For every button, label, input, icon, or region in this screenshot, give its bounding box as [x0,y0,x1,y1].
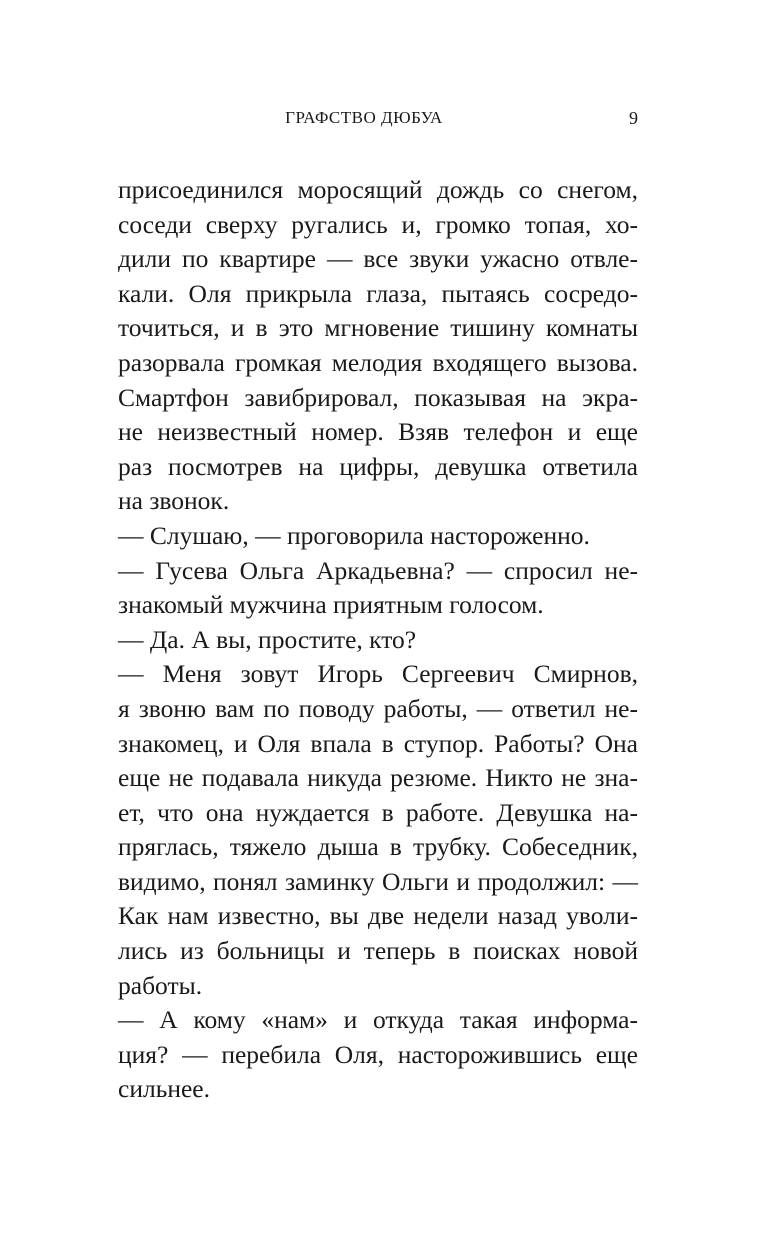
text-line: на звонок. [118,486,230,516]
text-line: сильнее. [118,1074,210,1104]
text-line: точиться, и в это мгновение тишину комнаты [118,313,638,343]
text-line: работы. [118,970,203,1000]
text-line: ет, что она нуждается в работе. Девушка на- [118,797,638,827]
text-line: Смартфон завибрировал, показывая на экра- [118,382,638,412]
text-line: раз посмотрев на цифры, девушка ответила [118,451,638,481]
running-title: ГРАФСТВО ДЮБУА [285,108,443,127]
text-line: — Гусева Ольга Аркадьевна? — спросил не- [118,555,638,585]
text-line: не неизвестный номер. Взяв телефон и еще [118,417,638,447]
text-line: знакомый мужчина приятным голосом. [118,590,544,620]
text-line: видимо, понял заминку Ольги и продолжил: — [118,866,638,896]
text-line: ция? — перебила Оля, насторожившись еще [118,1039,638,1069]
text-line: присоединился моросящий дождь со снегом, [118,175,638,204]
text-line: лись из больницы и теперь в поисках новой [118,936,638,966]
text-line: пряглась, тяжело дыша в трубку. Собеседник, [118,832,638,862]
body-text [118,173,638,1107]
text-line: соседи сверху ругались и, громко топая, хо- [118,209,638,239]
text-line: дили по квартире — все звуки ужасно отвле- [118,244,638,274]
text-line: — А кому «нам» и откуда такая информа- [118,1005,638,1035]
text-line: разорвала громкая мелодия входящего вызова. [118,347,638,377]
text-line: кали. Оля прикрыла глаза, пытаясь сосредо- [118,278,638,308]
text-line: — Меня зовут Игорь Сергеевич Смирнов, [118,659,638,689]
text-line: знакомец, и Оля впала в ступор. Работы? Она [118,728,638,758]
page-number: 9 [629,108,638,128]
text-line: — Слушаю, — проговорила настороженно. [118,520,590,550]
text-line: Как нам известно, вы две недели назад уволи- [118,901,638,931]
page-header [90,108,638,138]
text-line: я звоню вам по поводу работы, — ответил не- [118,693,638,723]
text-line: еще не подавала никуда резюме. Никто не зна- [118,763,638,793]
text-line: — Да. А вы, простите, кто? [118,624,417,654]
